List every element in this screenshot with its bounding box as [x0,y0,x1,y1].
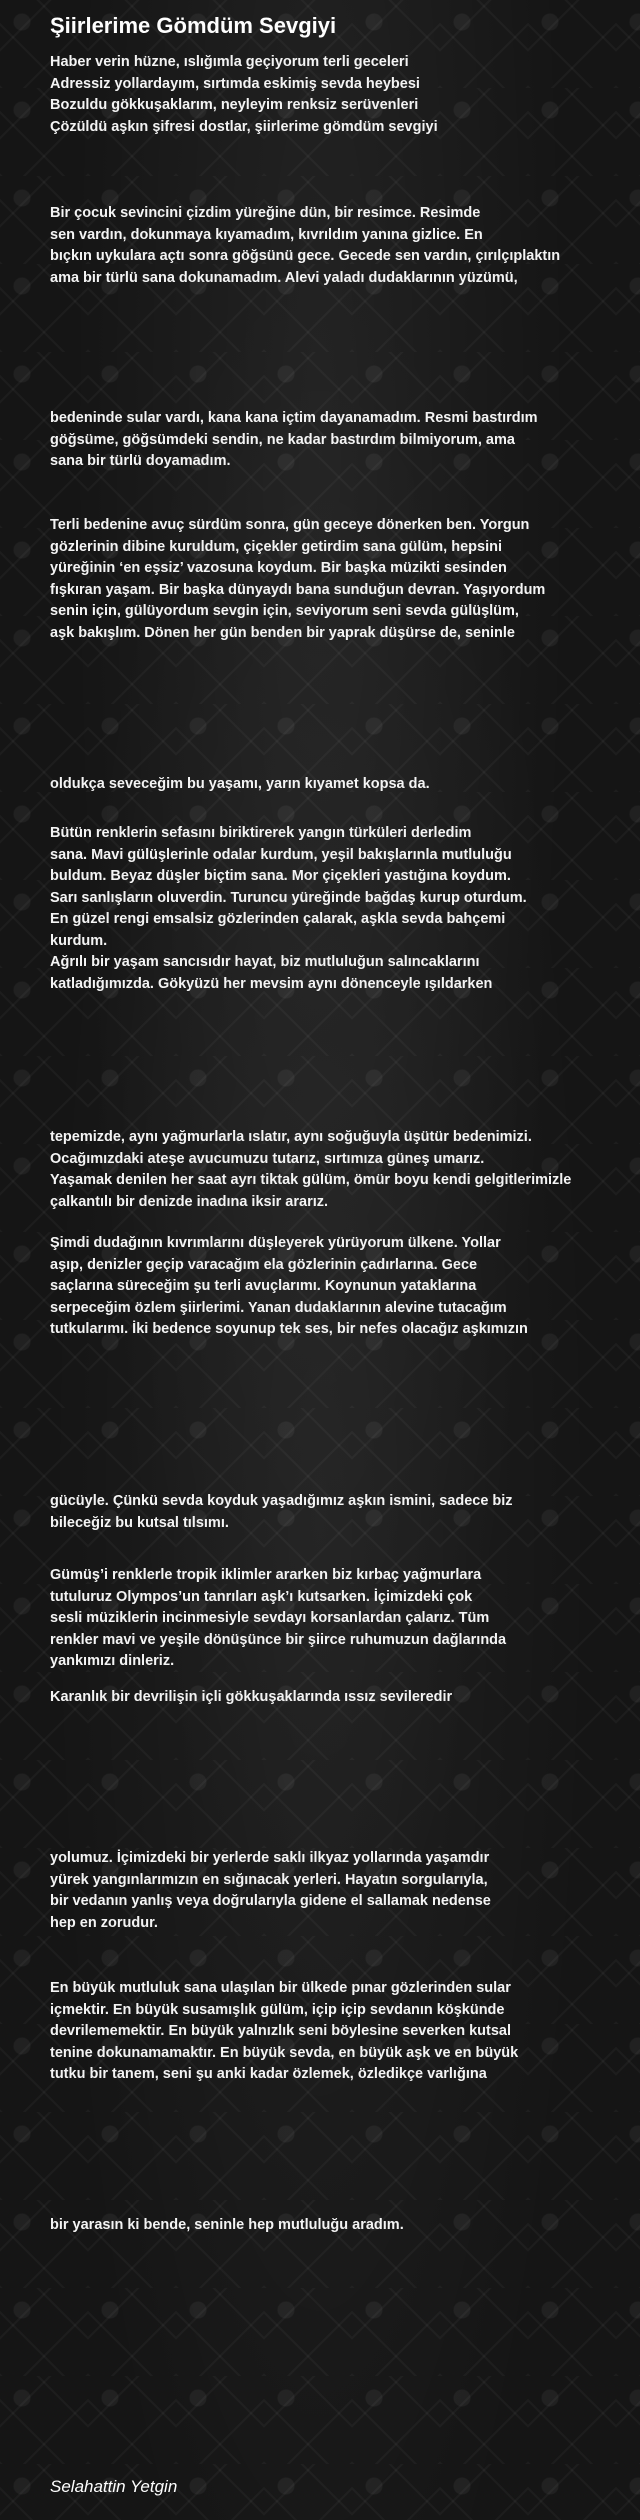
poem-title: Şiirlerime Gömdüm Sevgiyi [50,13,337,38]
poem-stanza: Karanlık bir devrilişin içli gökkuşaklarında ıssız sevileredir [50,1689,453,1705]
poem-stanza: gücüyle. Çünkü sevda koyduk yaşadığımız aşkın ismini, sadece biz bileceğiz bu kutsal tılsımı. [50,1493,513,1531]
poem-stanza: Terli bedenine avuç sürdüm sonra, gün geceye dönerken ben. Yorgun gözlerinin dibine kuruldum, çiçekler getirdim sana gülüm, hepsini yüreğinin ‘en eşsiz’ vazosuna koydum. Bir başka müzikti sesinden fışkıran yaşam. Bir başka dünyaydı bana sunduğun devran. Yaşıyordum senin için, gülüyordum sevgin için, seviyorum seni sevda gülüşlüm, aşk bakışlım. Dönen her gün benden bir yaprak düşürse de, seninle [50,517,546,641]
poem-stanza: Bütün renklerin sefasını biriktirerek yangın türküleri derledim sana. Mavi gülüşlerinle odalar kurdum, yeşil bakışlarınla mutluluğu buldum. Beyaz düşler biçtim sana. Mor çiçekleri yastığına koydum. Sarı sanlışların oluverdin. Turuncu yüreğinde bağdaş kurup oturdum. En güzel rengi emsalsiz gözlerinden çalarak, aşkla sevda bahçemi kurdum. Ağrılı bir yaşam sancısıdır hayat, biz mutluluğun salıncaklarını katladığımızda. Gökyüzü her mevsim aynı dönenceyle ışıldarken [50,825,527,992]
poem-stanza: En büyük mutluluk sana ulaşılan bir ülkede pınar gözlerinden sular içmektir. En büyük susamışlık gülüm, içip içip sevdanın köşkünde devrilememektir. En büyük yalnızlık seni böylesine severken kutsal tenine dokunamamaktır. En büyük sevda, en büyük aşk ve en büyük tutku bir tanem, seni şu anki kadar özlemek, özledikçe varlığına [50,1980,519,2082]
poem-stanza: Şimdi dudağının kıvrımlarını düşleyerek yürüyorum ülkene. Yollar aşıp, denizler geçip varacağım ela gözlerinin çadırlarına. Gece saçlarına süreceğim şu terli avuçlarımı. Koynunun yataklarına serpeceğim özlem şiirlerimi. Yanan dudaklarının alevine tutacağım tutkularımı. İki bedence soyunup tek ses, bir nefes olacağız aşkımızın [50,1235,528,1337]
poem-author: Selahattin Yetgin [50,2477,178,2496]
poem-stanza: Bir çocuk sevincini çizdim yüreğine dün, bir resimce. Resimde sen vardın, dokunmaya kıyamadım, kıvrıldım yanına gizlice. En bıçkın uykulara açtı sonra göğsünü gece. Gecede sen vardın, çırılçıplaktın ama bir türlü sana dokunamadım. Alevi yaladı dudaklarının yüzümü, [50,205,561,286]
poem-stanza: Haber verin hüzne, ıslığımla geçiyorum terli geceleri Adressiz yollardayım, sırtımda eskimiş sevda heybesi Bozuldu gökkuşaklarım, neyleyim renksiz serüvenleri Çözüldü aşkın şifresi dostlar, şiirlerime gömdüm sevgiyi [50,54,438,135]
poem-stanza: bedeninde sular vardı, kana kana içtim dayanamadım. Resmi bastırdım göğsüme, göğsümdeki sendin, ne kadar bastırdım bilmiyorum, ama sana bir türlü doyamadım. [50,410,538,469]
poem-stanza: oldukça seveceğim bu yaşamı, yarın kıyamet kopsa da. [50,776,430,792]
poem-stanza: Gümüş’i renklerle tropik iklimler ararken biz kırbaç yağmurlara tutuluruz Olympos’un tanrıları aşk’ı kutsarken. İçimizdeki çok sesli müziklerin incinmesiyle sevdayı korsanlardan çalarız. Tüm renkler mavi ve yeşile dönüşünce bir şiirce ruhumuzun dağlarında yankımızı dinleriz. [50,1567,507,1669]
poem-stanza: tepemizde, aynı yağmurlarla ıslatır, aynı soğuğuyla üşütür bedenimizi. Ocağımızdaki ateşe avucumuzu tutarız, sırtımıza güneş umarız. Yaşamak denilen her saat ayrı tiktak gülüm, ömür boyu kendi gelgitlerimizle çalkantılı bir denizde inadına iksir ararız. [50,1129,572,1210]
poem-stanza: bir yarasın ki bende, seninle hep mutluluğu aradım. [50,2217,404,2233]
poem-stanza: yolumuz. İçimizdeki bir yerlerde saklı ilkyaz yollarında yaşamdır yürek yangınlarımızın en sığınacak yerleri. Hayatın sorgularıyla, bir vedanın yanlış veya doğrularıyla gidene el sallamak nedense hep en zorudur. [50,1850,491,1931]
